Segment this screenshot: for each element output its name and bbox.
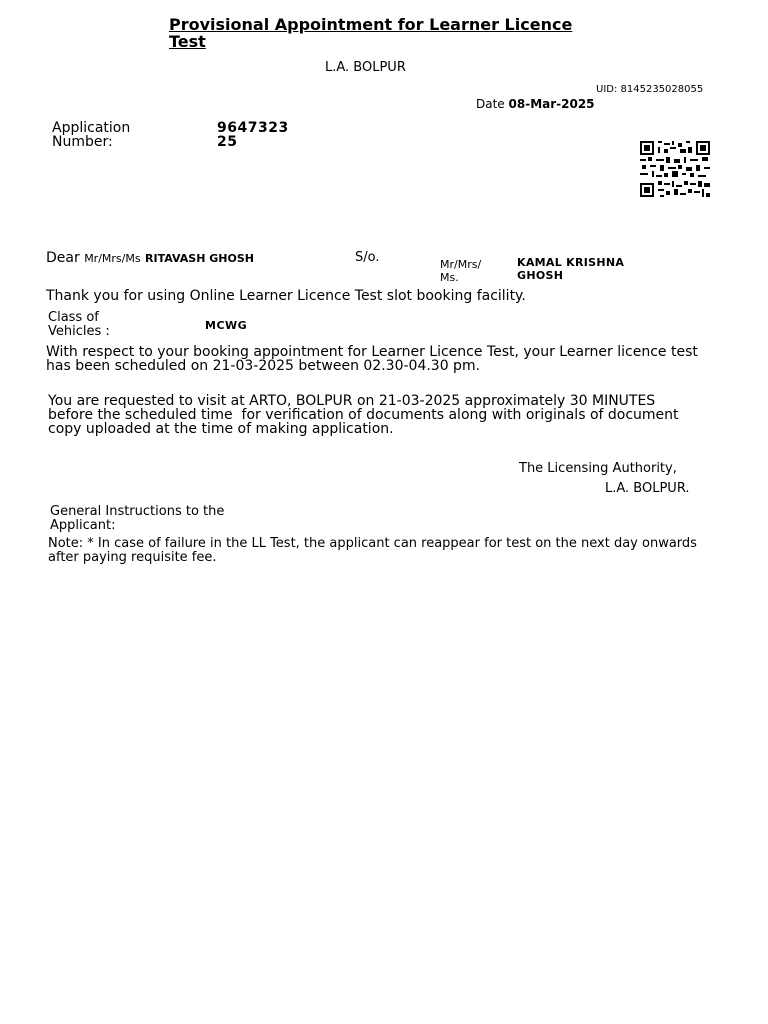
parent-name-line-2: GHOSH bbox=[517, 269, 564, 282]
applicant-name: RITAVASH GHOSH bbox=[145, 252, 254, 265]
qr-code-icon bbox=[640, 141, 710, 197]
relation-label: S/o. bbox=[355, 250, 380, 265]
application-value-line-2: 25 bbox=[217, 134, 238, 150]
page-title bbox=[169, 16, 572, 50]
name-prefix: Mr/Mrs/Ms bbox=[84, 252, 141, 265]
application-label-line-2: Number: bbox=[52, 134, 113, 150]
uid-number: UID: 8145235028055 bbox=[596, 84, 704, 95]
thank-you-text: Thank you for using Online Learner Licence Test slot booking facility. bbox=[46, 288, 526, 304]
parent-prefix-line-2: Ms. bbox=[440, 271, 459, 284]
parent-name-line-1: KAMAL KRISHNA bbox=[517, 256, 625, 269]
salutation bbox=[46, 250, 254, 266]
office-name: L.A. BOLPUR bbox=[325, 60, 406, 75]
failure-note: Note: * In case of failure in the LL Test, the applicant can reappear for test on the next day onwards after paying requisite fee. bbox=[48, 536, 697, 565]
signature-authority: The Licensing Authority, bbox=[519, 461, 677, 476]
schedule-text: With respect to your booking appointment for Learner Licence Test, your Learner licence test has been scheduled on 21-03-2025 between 02.30-04.30 pm. bbox=[46, 344, 698, 374]
application-number-value bbox=[217, 121, 289, 149]
instructions-heading-line-1: General Instructions to the bbox=[50, 504, 225, 519]
visit-instructions-text: You are requested to visit at ARTO, BOLPUR on 21-03-2025 approximately 30 MINUTES before the scheduled time for verification of documents along with originals of document copy uploaded at the time of making application. bbox=[48, 393, 683, 437]
general-instructions-heading bbox=[50, 505, 224, 533]
date-value: 08-Mar-2025 bbox=[508, 97, 595, 111]
instructions-heading-line-2: Applicant: bbox=[50, 518, 116, 533]
parent-prefix bbox=[440, 258, 481, 284]
title-line-1: Provisional Appointment for Learner Licence bbox=[169, 15, 573, 34]
cov-label-line-1: Class of bbox=[48, 310, 99, 325]
cov-label-line-2: Vehicles : bbox=[48, 324, 110, 339]
class-of-vehicles-value: MCWG bbox=[205, 319, 248, 332]
application-value-line-1: 9647323 bbox=[217, 120, 289, 136]
class-of-vehicles-label bbox=[48, 311, 110, 339]
signature-office: L.A. BOLPUR. bbox=[605, 481, 690, 496]
dear-text: Dear bbox=[46, 250, 80, 266]
parent-prefix-line-1: Mr/Mrs/ bbox=[440, 258, 482, 271]
issue-date bbox=[476, 97, 595, 111]
date-label: Date bbox=[476, 97, 505, 111]
application-label-line-1: Application bbox=[52, 120, 131, 136]
parent-name bbox=[517, 256, 624, 282]
application-number-label bbox=[52, 121, 130, 149]
title-line-2: Test bbox=[169, 32, 206, 51]
